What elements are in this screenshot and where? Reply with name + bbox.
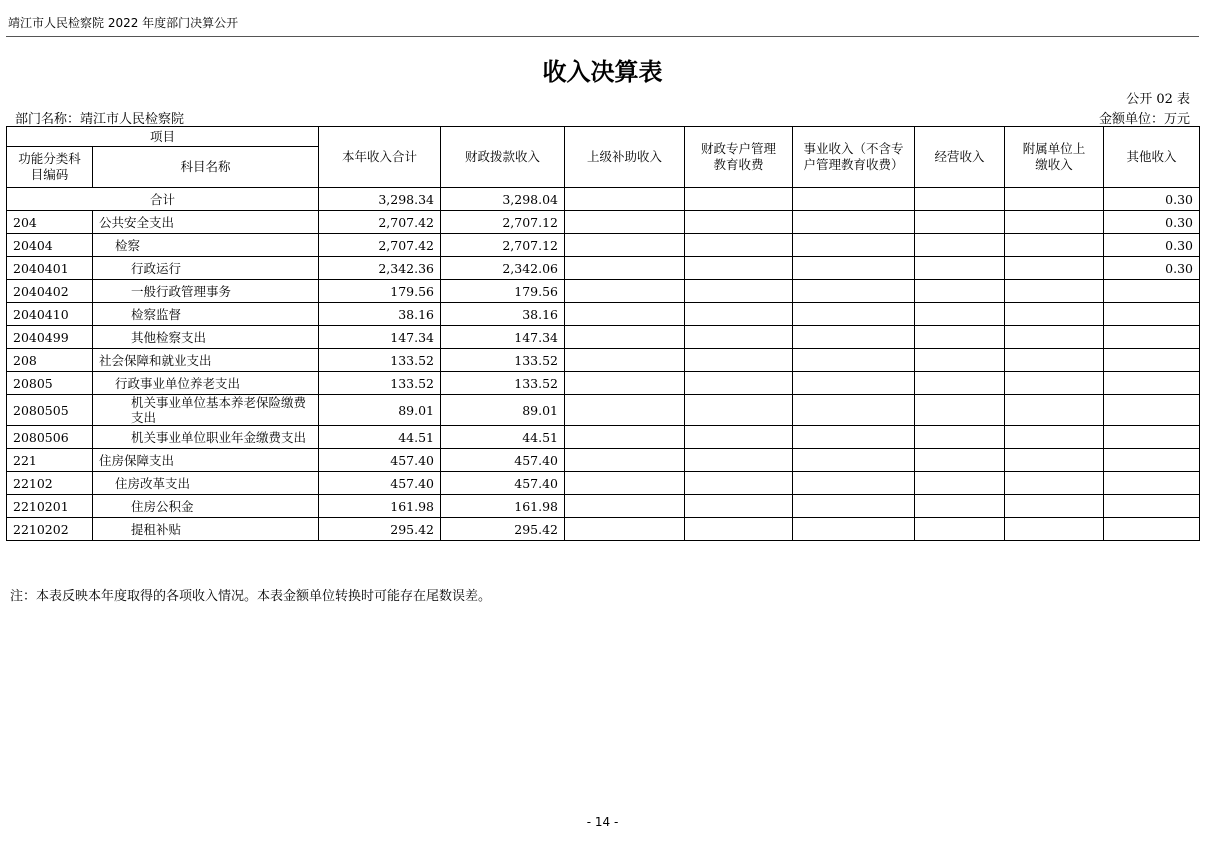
row-code: 221 [7,449,93,472]
row-affiliated [1005,426,1104,449]
header-total-income: 本年收入合计 [319,127,441,188]
row-fiscal-edu [685,211,793,234]
header-fiscal: 财政拨款收入 [441,127,565,188]
row-business [793,372,915,395]
row-affiliated [1005,234,1104,257]
row-fiscal-edu [685,372,793,395]
row-fiscal: 179.56 [441,280,565,303]
row-code: 2040401 [7,257,93,280]
row-fiscal: 44.51 [441,426,565,449]
row-total-income: 2,707.42 [319,234,441,257]
row-total-income: 179.56 [319,280,441,303]
row-fiscal-edu [685,449,793,472]
row-total-income: 457.40 [319,449,441,472]
page-title: 收入决算表 [542,58,663,86]
row-fiscal-edu [685,257,793,280]
row-fiscal-edu [685,326,793,349]
row-fiscal: 457.40 [441,472,565,495]
header-other: 其他收入 [1104,127,1200,188]
row-business [793,280,915,303]
row-fiscal-edu [685,472,793,495]
row-affiliated [1005,303,1104,326]
row-code: 204 [7,211,93,234]
header-item: 项目 [7,127,319,147]
row-total-income: 38.16 [319,303,441,326]
row-other [1104,280,1200,303]
row-affiliated [1005,211,1104,234]
row-other [1104,326,1200,349]
row-affiliated [1005,326,1104,349]
row-name: 机关事业单位职业年金缴费支出 [93,426,319,449]
row-operating [915,257,1005,280]
row-fiscal-edu [685,495,793,518]
row-business [793,211,915,234]
row-operating [915,518,1005,541]
row-code: 2210202 [7,518,93,541]
row-affiliated [1005,472,1104,495]
row-name: 一般行政管理事务 [93,280,319,303]
table-row [7,449,1200,472]
row-business [793,395,915,426]
row-other [1104,349,1200,372]
row-name: 住房改革支出 [93,472,319,495]
row-code: 20404 [7,234,93,257]
row-operating [915,426,1005,449]
table-row [7,395,1200,426]
table-row [7,472,1200,495]
row-name: 检察监督 [93,303,319,326]
row-operating [915,372,1005,395]
row-affiliated [1005,257,1104,280]
row-code: 2040410 [7,303,93,326]
row-affiliated [1005,449,1104,472]
row-name: 行政事业单位养老支出 [93,372,319,395]
row-operating [915,495,1005,518]
row-other: 0.30 [1104,211,1200,234]
row-business [793,326,915,349]
row-superior [565,326,685,349]
row-name: 其他检察支出 [93,326,319,349]
total-row [7,188,1200,211]
row-other [1104,395,1200,426]
row-total-income: 295.42 [319,518,441,541]
header-subject-name: 科目名称 [93,147,319,188]
row-superior [565,349,685,372]
row-name: 住房保障支出 [93,449,319,472]
row-total-income: 161.98 [319,495,441,518]
row-other [1104,495,1200,518]
row-superior [565,449,685,472]
row-operating [915,349,1005,372]
row-code: 2080506 [7,426,93,449]
row-business [793,234,915,257]
row-total-income: 133.52 [319,349,441,372]
row-name: 提租补贴 [93,518,319,541]
row-other [1104,518,1200,541]
row-other: 0.30 [1104,234,1200,257]
row-fiscal-edu [685,234,793,257]
row-total-income: 2,342.36 [319,257,441,280]
row-business [793,472,915,495]
row-fiscal: 133.52 [441,372,565,395]
header-business: 事业收入（不含专户管理教育收费） [793,127,915,188]
row-other [1104,449,1200,472]
row-business [793,449,915,472]
row-name: 公共安全支出 [93,211,319,234]
amount-unit-label: 金额单位：万元 [1098,112,1190,127]
table-row [7,280,1200,303]
row-fiscal-edu [685,280,793,303]
total-label: 合计 [7,188,319,211]
row-affiliated [1005,395,1104,426]
row-name: 社会保障和就业支出 [93,349,319,372]
row-code: 20805 [7,372,93,395]
row-other: 0.30 [1104,257,1200,280]
header-fiscal-edu: 财政专户管理教育收费 [685,127,793,188]
row-fiscal-edu [685,518,793,541]
row-name: 行政运行 [93,257,319,280]
row-superior [565,211,685,234]
table-row [7,234,1200,257]
row-code: 2040402 [7,280,93,303]
income-table [6,126,1200,541]
row-fiscal: 89.01 [441,395,565,426]
row-superior [565,495,685,518]
header-func-code: 功能分类科目编码 [7,147,93,188]
row-superior [565,518,685,541]
table-row [7,211,1200,234]
table-row [7,495,1200,518]
row-operating [915,211,1005,234]
row-fiscal-edu [685,426,793,449]
row-superior [565,303,685,326]
row-code: 2210201 [7,495,93,518]
row-fiscal-edu [685,349,793,372]
row-fiscal: 295.42 [441,518,565,541]
row-total-income: 44.51 [319,426,441,449]
row-superior [565,234,685,257]
row-superior [565,372,685,395]
row-business [793,426,915,449]
row-total-income: 147.34 [319,326,441,349]
row-superior [565,280,685,303]
row-other [1104,426,1200,449]
table-row [7,349,1200,372]
table-row [7,426,1200,449]
department-label: 部门名称：靖江市人民检察院 [15,112,185,127]
document-header: 靖江市人民检察院 2022 年度部门决算公开 [8,16,239,30]
row-operating [915,395,1005,426]
row-affiliated [1005,518,1104,541]
row-affiliated [1005,280,1104,303]
total-other-cell: 0.30 [1104,188,1200,211]
row-business [793,495,915,518]
table-note: 注：本表反映本年度取得的各项收入情况。本表金额单位转换时可能存在尾数误差。 [10,589,492,604]
row-code: 22102 [7,472,93,495]
table-row [7,257,1200,280]
row-operating [915,234,1005,257]
row-other [1104,472,1200,495]
total-income-cell: 3,298.34 [319,188,441,211]
row-fiscal: 38.16 [441,303,565,326]
row-total-income: 457.40 [319,472,441,495]
page-number: - 14 - [586,815,619,829]
total-fiscal-cell: 3,298.04 [441,188,565,211]
row-name: 住房公积金 [93,495,319,518]
row-affiliated [1005,349,1104,372]
row-total-income: 89.01 [319,395,441,426]
row-other [1104,303,1200,326]
row-fiscal: 2,707.12 [441,234,565,257]
table-row [7,326,1200,349]
header-affiliated: 附属单位上缴收入 [1005,127,1104,188]
row-operating [915,280,1005,303]
row-fiscal: 161.98 [441,495,565,518]
row-name: 检察 [93,234,319,257]
row-business [793,257,915,280]
row-superior [565,472,685,495]
header-superior: 上级补助收入 [565,127,685,188]
row-business [793,518,915,541]
header-operating: 经营收入 [915,127,1005,188]
header-divider [6,36,1199,37]
row-fiscal-edu [685,395,793,426]
table-row [7,372,1200,395]
row-fiscal: 2,707.12 [441,211,565,234]
row-code: 2040499 [7,326,93,349]
row-superior [565,426,685,449]
row-fiscal: 133.52 [441,349,565,372]
row-code: 2080505 [7,395,93,426]
row-superior [565,395,685,426]
row-total-income: 133.52 [319,372,441,395]
row-fiscal: 147.34 [441,326,565,349]
table-row [7,303,1200,326]
row-operating [915,303,1005,326]
table-row [7,518,1200,541]
row-business [793,303,915,326]
row-name: 机关事业单位基本养老保险缴费支出 [93,395,319,426]
form-number: 公开 02 表 [1126,92,1190,107]
row-fiscal-edu [685,303,793,326]
row-other [1104,372,1200,395]
row-fiscal: 457.40 [441,449,565,472]
row-superior [565,257,685,280]
row-operating [915,449,1005,472]
row-fiscal: 2,342.06 [441,257,565,280]
row-operating [915,326,1005,349]
row-operating [915,472,1005,495]
row-affiliated [1005,495,1104,518]
row-code: 208 [7,349,93,372]
row-affiliated [1005,372,1104,395]
row-total-income: 2,707.42 [319,211,441,234]
row-business [793,349,915,372]
